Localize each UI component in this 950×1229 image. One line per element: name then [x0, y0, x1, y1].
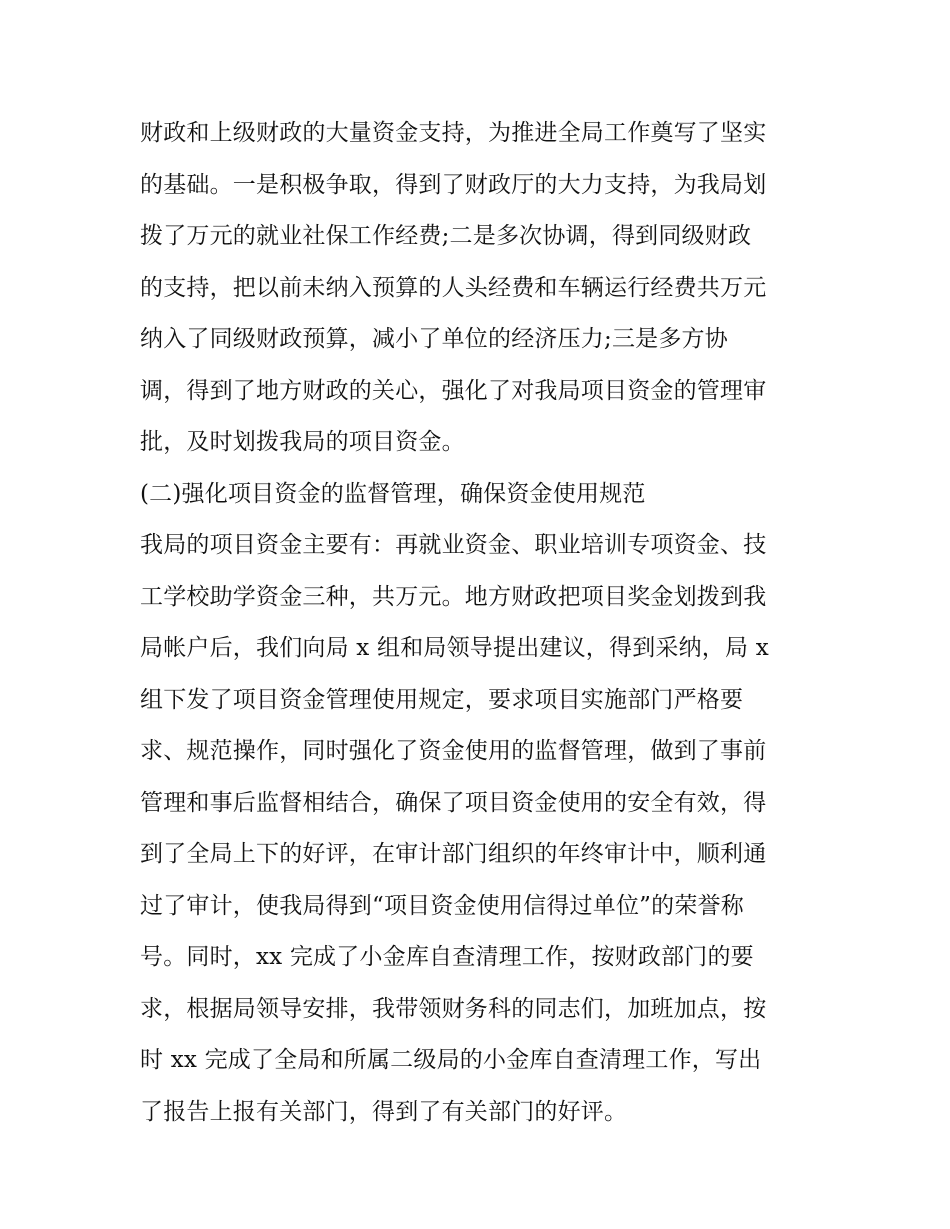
text-line: 求、规范操作，同时强化了资金使用的监督管理，做到了事前	[140, 738, 767, 764]
text-line: 管理和事后监督相结合，确保了项目资金使用的安全有效，得	[140, 789, 767, 816]
text-line: 到了全局上下的好评，在审计部门组织的年终审计中，顺利通	[140, 841, 767, 867]
text-line: 的基础。一是积极争取，得到了财政厅的大力支持，为我局划	[140, 171, 767, 198]
section-heading: (二)强化项目资金的监督管理，确保资金使用规范	[140, 480, 646, 507]
text-line: 的支持，把以前未纳入预算的人头经费和车辆运行经费共万元	[140, 274, 767, 301]
text-line: 局帐户后，我们向局 x 组和局领导提出建议，得到采纳，局 x	[140, 635, 769, 661]
document-body	[140, 108, 820, 1138]
text-line: 过了审计，使我局得到“项目资金使用信得过单位”的荣誉称	[140, 892, 744, 919]
text-line: 号。同时，xx 完成了小金库自查清理工作，按财政部门的要	[140, 944, 754, 970]
text-line: 财政和上级财政的大量资金支持，为推进全局工作奠写了坚实	[140, 120, 767, 146]
text-line: 求，根据局领导安排，我带领财务科的同志们，加班加点，按	[140, 995, 767, 1022]
text-line: 我局的项目资金主要有：再就业资金、职业培训专项资金、技	[140, 532, 767, 558]
text-line: 调，得到了地方财政的关心，强化了对我局项目资金的管理审	[140, 377, 767, 404]
text-line: 组下发了项目资金管理使用规定，要求项目实施部门严格要	[140, 686, 744, 713]
text-line: 了报告上报有关部门，得到了有关部门的好评。	[140, 1098, 628, 1125]
text-line: 批，及时划拨我局的项目资金。	[140, 429, 465, 455]
text-line: 时 xx 完成了全局和所属二级局的小金库自查清理工作，写出	[140, 1047, 762, 1073]
text-line: 工学校助学资金三种，共万元。地方财政把项目奖金划拨到我	[140, 583, 767, 610]
text-line: 纳入了同级财政预算，减小了单位的经济压力;三是多方协	[140, 326, 728, 352]
text-line: 拨了万元的就业社保工作经费;二是多次协调，得到同级财政	[140, 223, 752, 249]
